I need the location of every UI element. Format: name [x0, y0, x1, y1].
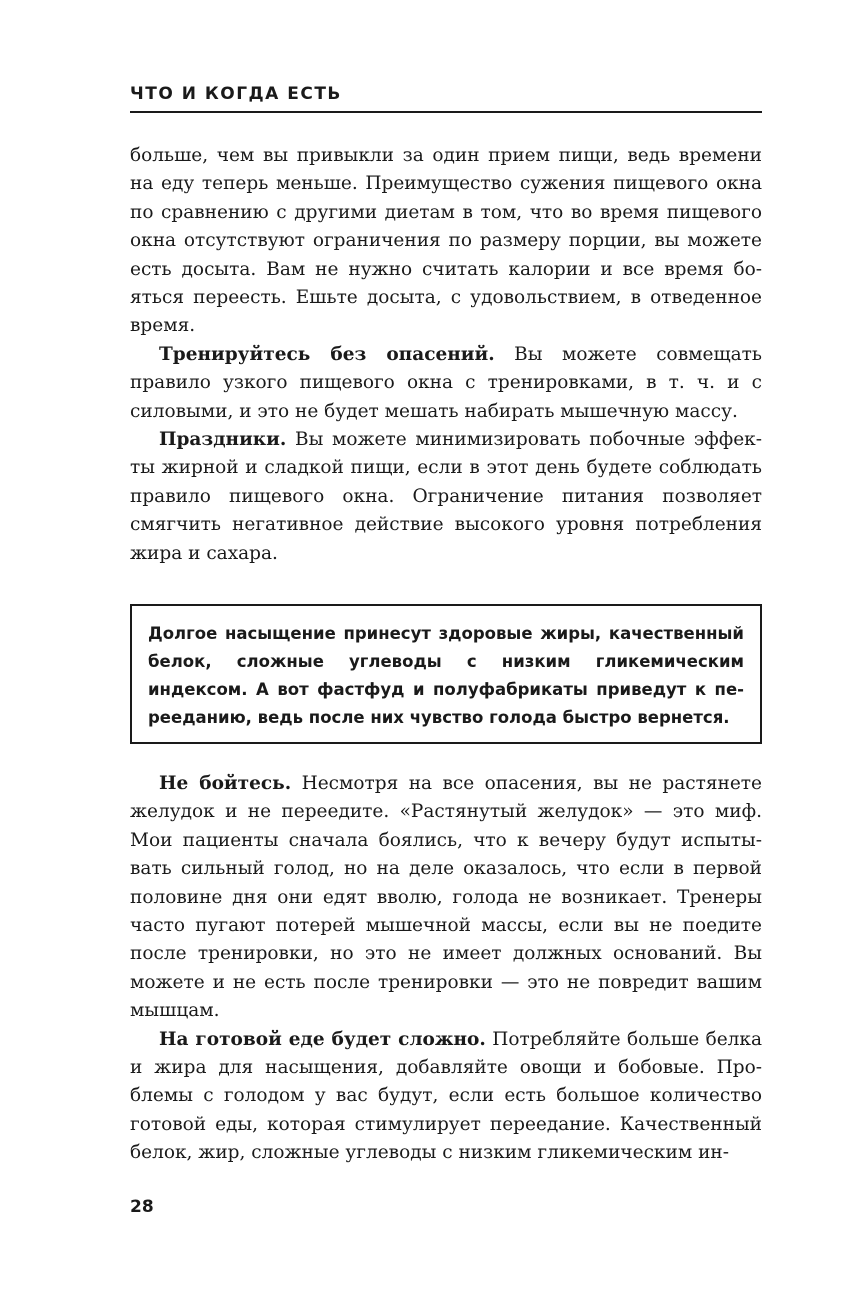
running-head: ЧТО И КОГДА ЕСТЬ — [130, 84, 342, 104]
paragraph: Тренируйтесь без опасений. Вы можете совмещать правило узкого пищевого окна с тренировками, в т. ч. и с силовыми, и это не будет мешать набирать мышечную массу. — [130, 343, 762, 422]
callout-box — [130, 604, 762, 744]
callout-text: Долгое насыщение принесут здоровые жиры, качественный белок, сложные углеводы с низким гликемическим индексом. А вот фастфуд и полуфабрикаты приведут к переeданию, ведь после них чувство голода быстро вернется. — [148, 624, 744, 727]
paragraph: Праздники. Вы можете минимизировать побочные эффекты жирной и сладкой пищи, если в этот день будете соблюдать правило пищевого окна. Ограничение питания позволяет смягчить негативное действие высокого уровня потребления жира и сахара. — [130, 429, 762, 564]
page-number: 28 — [130, 1197, 154, 1217]
header-rule — [130, 111, 762, 113]
paragraph-lead: Тренируйтесь без опасений. — [159, 343, 495, 365]
paragraph: больше, чем вы привыкли за один прием пищи, ведь времени на еду теперь меньше. Преимущество сужения пищевого окна по сравнению с другими диетам в том, что во время пищевого окна отсутствуют ограничения по размеру порции, вы можете есть досыта. Вам не нужно считать калории и все время бояться переесть. Ешьте досыта, с удовольствием, в отведенное время. — [130, 145, 762, 337]
paragraph: На готовой еде будет сложно. Потребляйте больше белка и жира для насыщения, добавляйте овощи и бобовые. Проблемы с голодом у вас будут, если есть большое количество готовой еды, которая стимулирует переедание. Качественный белок, жир, сложные углеводы с низким гликемическим ин- — [130, 1028, 762, 1164]
body-text-bottom — [130, 770, 762, 1168]
paragraph-lead: Не бойтесь. — [159, 773, 292, 794]
paragraph: Не бойтесь. Несмотря на все опасения, вы не растянете желудок и не переедите. «Растянутый желудок» — это миф. Мои пациенты сначала боялись, что к вечеру будут испытывать сильный голод, но на деле оказалось, что если в первой половине дня они едят вволю, голода не возникает. Тренеры часто пугают потерей мышечной массы, если вы не поедите после тренировки, но это не имеет должных оснований. Вы можете и не есть после тренировки — это не повредит вашим мышцам. — [130, 773, 762, 1022]
body-text-top — [130, 142, 762, 568]
paragraph-lead: На готовой еде будет сложно. — [159, 1028, 486, 1050]
paragraph-lead: Праздники. — [159, 429, 287, 451]
